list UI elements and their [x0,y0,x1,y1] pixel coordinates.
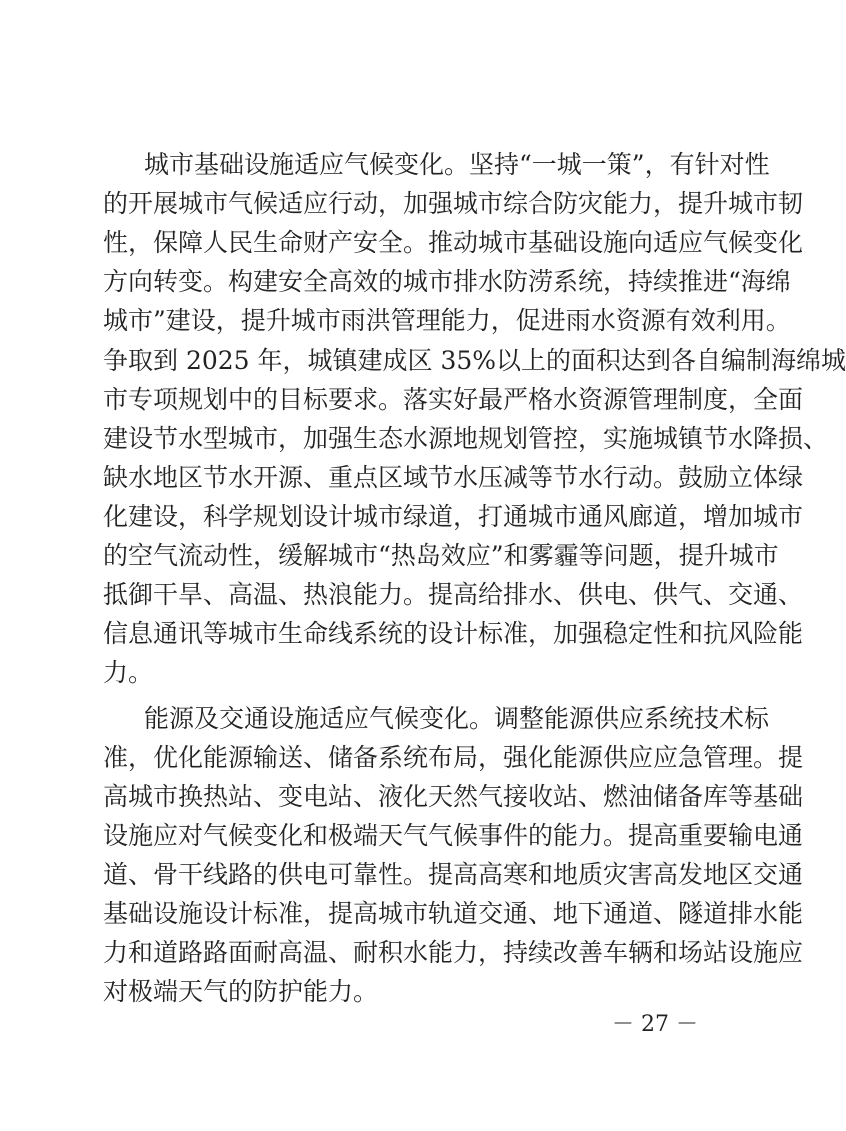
paragraph-1-line-11: 的空气流动性，缓解城市“热岛效应”和雾霾等问题，提升城市 [103,541,779,570]
paragraph-1-line-4: 方向转变。构建安全高效的城市排水防涝系统，持续推进“海绵 [103,267,791,296]
page-number: － 27 － [612,1012,698,1037]
paragraph-1-line-6: 争取到 2025 年，城镇建成区 35%以上的面积达到各自编制海绵城 [103,346,846,375]
paragraph-1-line-10: 化建设，科学规划设计城市绿道，打通城市通风廊道，增加城市 [103,502,804,531]
paragraph-2-line-1: 能源及交通设施适应气候变化。调整能源供应系统技术标 [144,704,770,733]
paragraph-1-line-7: 市专项规划中的目标要求。落实好最严格水资源管理制度，全面 [103,385,804,414]
paragraph-1-line-8: 建设节水型城市，加强生态水源地规划管控，实施城镇节水降损、 [103,424,829,453]
paragraph-1-line-3: 性，保障人民生命财产安全。推动城市基础设施向适应气候变化 [103,228,804,257]
paragraph-2-line-3: 高城市换热站、变电站、液化天然气接收站、燃油储备库等基础 [103,782,804,811]
paragraph-2-line-4: 设施应对气候变化和极端天气气候事件的能力。提高重要输电通 [103,821,804,850]
paragraph-2-line-6: 基础设施设计标准，提高城市轨道交通、地下通道、隧道排水能 [103,899,804,928]
paragraph-1-line-2: 的开展城市气候适应行动，加强城市综合防灾能力，提升城市韧 [103,189,804,218]
paragraph-1-line-1: 城市基础设施适应气候变化。坚持“一城一策”，有针对性 [144,150,770,179]
paragraph-1-line-12: 抵御干旱、高温、热浪能力。提高给排水、供电、供气、交通、 [103,580,804,609]
paragraph-1-line-14: 力。 [103,658,154,687]
paragraph-1-line-13: 信息通讯等城市生命线系统的设计标准，加强稳定性和抗风险能 [103,619,804,648]
paragraph-2-line-2: 准，优化能源输送、储备系统布局，强化能源供应应急管理。提 [103,743,804,772]
paragraph-2-line-7: 力和道路路面耐高温、耐积水能力，持续改善车辆和场站设施应 [103,938,804,967]
paragraph-2-line-8: 对极端天气的防护能力。 [103,977,379,1006]
paragraph-1-line-5: 城市”建设，提升城市雨洪管理能力，促进雨水资源有效利用。 [103,306,791,335]
paragraph-2-line-5: 道、骨干线路的供电可靠性。提高高寒和地质灾害高发地区交通 [103,860,804,889]
paragraph-1-line-9: 缺水地区节水开源、重点区域节水压减等节水行动。鼓励立体绿 [103,463,804,492]
